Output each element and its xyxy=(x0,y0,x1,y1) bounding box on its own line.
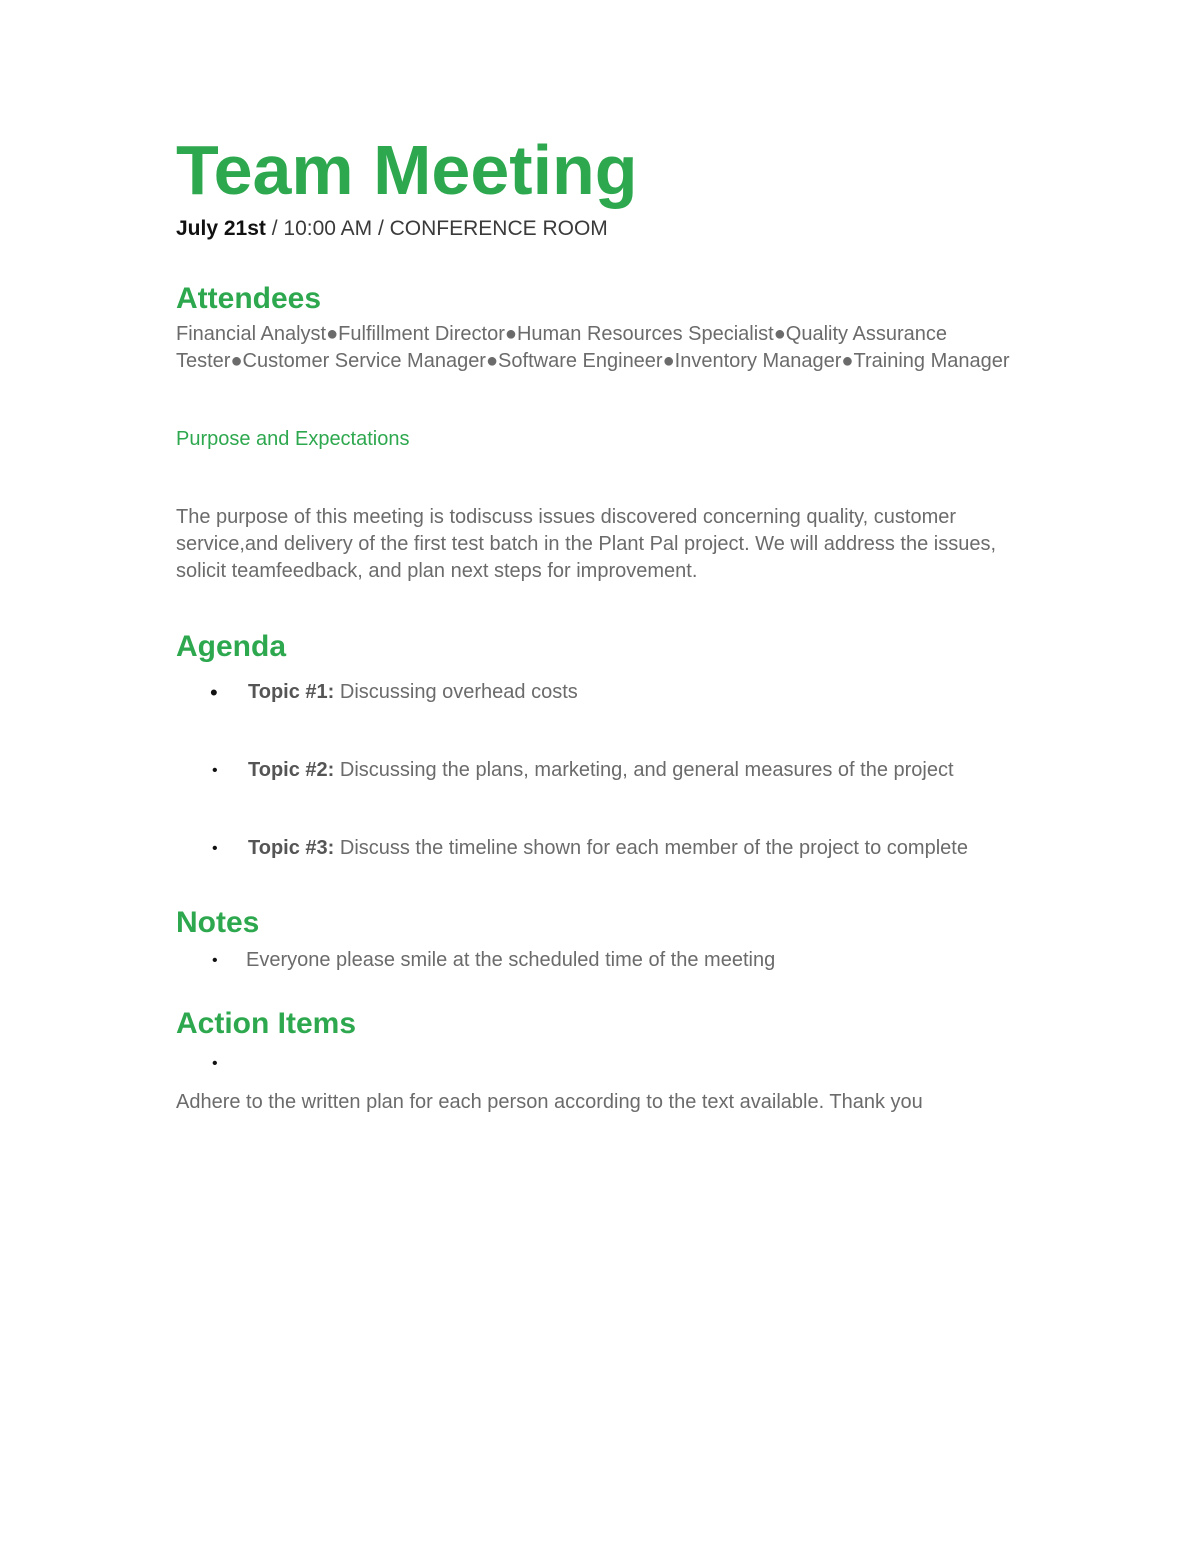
agenda-topic-label: Topic #2: xyxy=(248,759,335,781)
document-content xyxy=(176,130,1036,1116)
meeting-date: July 21st xyxy=(176,217,266,240)
bullet-icon: • xyxy=(212,762,218,779)
agenda-item xyxy=(176,757,1036,784)
meeting-time-location: / 10:00 AM / CONFERENCE ROOM xyxy=(265,217,608,240)
note-item xyxy=(176,947,1036,974)
notes-heading: Notes xyxy=(176,906,260,939)
action-items-list xyxy=(176,1050,1036,1077)
agenda-topic-text: Discuss the timeline shown for each member of the project to complete xyxy=(334,837,968,859)
meeting-meta xyxy=(176,214,1036,244)
agenda-topic-text: Discussing overhead costs xyxy=(334,681,578,703)
closing-text: Adhere to the written plan for each person according to the text available. Thank you xyxy=(176,1091,923,1113)
agenda-topic-text: Discussing the plans, marketing, and general measures of the project xyxy=(334,759,954,781)
agenda-list xyxy=(176,679,1036,862)
action-items-heading: Action Items xyxy=(176,1007,357,1040)
agenda-topic-label: Topic #3: xyxy=(248,837,335,859)
notes-list xyxy=(176,947,1036,974)
purpose-heading: Purpose and Expectations xyxy=(176,428,410,450)
agenda-item xyxy=(176,835,1036,862)
agenda-item xyxy=(176,679,1036,706)
agenda-topic-label: Topic #1: xyxy=(248,681,335,703)
purpose-text: The purpose of this meeting is todiscuss issues discovered concerning quality, customer service,and delivery of the first test batch in the Plant Pal project. We will address the issues, solicit teamfeedback, and plan next steps for improvement. xyxy=(176,506,997,582)
bullet-icon: • xyxy=(212,952,218,969)
attendees-heading: Attendees xyxy=(176,282,322,315)
agenda-heading: Agenda xyxy=(176,630,287,663)
document-title: Team Meeting xyxy=(176,131,638,209)
bullet-icon: • xyxy=(212,1055,218,1072)
note-text: Everyone please smile at the scheduled time of the meeting xyxy=(246,949,776,971)
action-item-empty xyxy=(176,1050,1036,1077)
bullet-icon: • xyxy=(212,840,218,857)
bullet-icon: • xyxy=(210,680,218,705)
attendees-list: Financial Analyst●Fulfillment Director●Human Resources Specialist●Quality Assurance Tester●Customer Service Manager●Software Engineer●Inventory Manager●Training Manager xyxy=(176,323,1010,372)
